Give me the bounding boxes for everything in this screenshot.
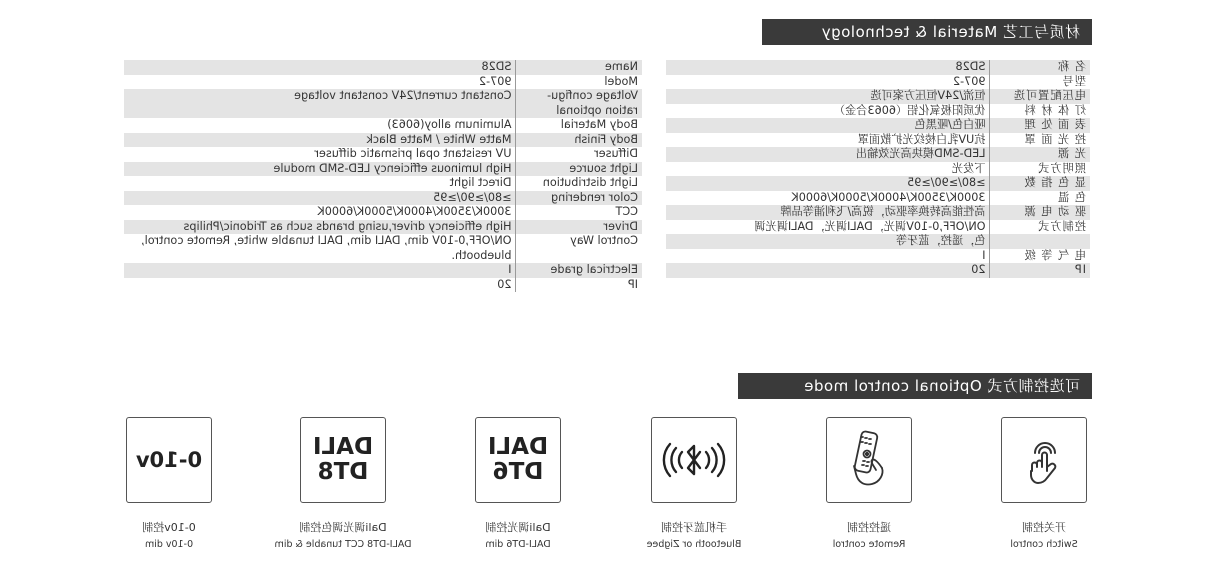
table-row: [666, 263, 1090, 278]
bluetooth-icon: [660, 438, 728, 482]
table-row: [666, 147, 1090, 162]
row-label: Body Material: [516, 118, 642, 133]
dali-dt8-line1: DALI: [312, 434, 374, 460]
row-value: I: [124, 263, 516, 278]
row-value: 高性能高转换率驱动，锐高/飞利浦等品牌: [666, 205, 990, 220]
row-value: LED-SMD模块高光效输出: [666, 147, 990, 162]
row-label: 表 面 处 理: [990, 118, 1090, 133]
row-value: ON/OFF,0-10V dim, DALI dim, DALI tunable white, Remote control, bluebooth.: [124, 234, 516, 263]
table-row: [666, 162, 1090, 177]
row-value: Aluminum alloy(6063): [124, 118, 516, 133]
material-section-title: 材质与工艺 Material & technology: [762, 19, 1092, 45]
table-row: [666, 220, 1090, 235]
switch-control-box: [1001, 417, 1087, 503]
row-value: SD28: [124, 60, 516, 75]
row-value: ≥80/≥90/≥95: [124, 191, 516, 206]
table-row: [124, 191, 642, 206]
table-row: [124, 176, 642, 191]
row-label: CCT: [516, 205, 642, 220]
row-label: Model: [516, 75, 642, 90]
dali-dt6-line1: DALI: [487, 434, 549, 460]
table-row: [124, 263, 642, 278]
row-value: Constant current/24V constant voltage: [124, 89, 516, 118]
table-row: [124, 118, 642, 133]
control-label-en: Switch control: [1010, 539, 1078, 550]
control-label-cn: Dali调光控制: [485, 521, 551, 534]
table-row: [124, 220, 642, 235]
row-label: [990, 234, 1090, 249]
row-value: High efficiency driver,using brands such as Tridonic/Philips: [124, 220, 516, 235]
table-row: [124, 278, 642, 293]
dali-dt6-item: [475, 417, 561, 550]
control-label-en: Remote control: [832, 539, 906, 550]
row-value: Matte White / Matte Black: [124, 133, 516, 148]
zero-ten-volt-text: 0-10v: [135, 447, 203, 472]
control-label-en: DALI-DT6 dim: [485, 539, 551, 550]
row-label: 照明方式: [990, 162, 1090, 177]
control-label-en: DALI-DT8 CCT tunable & dim: [274, 539, 412, 550]
remote-control-item: [826, 417, 912, 550]
dali-dt6-box: [475, 417, 561, 503]
row-label: Driver: [516, 220, 642, 235]
row-value: 3000K/3500K/4000K/5000K/6000K: [124, 205, 516, 220]
row-value: 恒流/24V恒压方案可选: [666, 89, 990, 104]
row-label: Body Finish: [516, 133, 642, 148]
control-label-cn: 手机蓝牙控制: [661, 521, 727, 534]
table-row: [666, 89, 1090, 104]
dali-dt8-line2: DT8: [317, 459, 369, 485]
row-label: Control Way: [516, 234, 642, 263]
table-row: [124, 89, 642, 118]
table-row: [666, 118, 1090, 133]
zero-ten-volt-item: [126, 417, 212, 550]
remote-control-box: [826, 417, 912, 503]
table-row: [124, 75, 642, 90]
row-label: 电压配置可选: [990, 89, 1090, 104]
control-label-cn: 遥控控制: [847, 521, 891, 534]
table-row: [124, 60, 642, 75]
bluetooth-control-item: [646, 417, 742, 550]
table-row: [124, 205, 642, 220]
table-row: [124, 133, 642, 148]
table-row: [666, 60, 1090, 75]
switch-hand-icon: [1017, 431, 1071, 489]
dali-dt8-item: [274, 417, 412, 550]
chinese-spec-table: [666, 60, 1090, 278]
row-value: 907-2: [124, 75, 516, 90]
table-row: [124, 147, 642, 162]
row-label: 控制方式: [990, 220, 1090, 235]
table-row: [666, 249, 1090, 264]
row-value: I: [666, 249, 990, 264]
row-label: Light source: [516, 162, 642, 177]
table-row: [666, 133, 1090, 148]
control-label-en: Bluetooth or Zigbee: [646, 539, 742, 550]
table-row: [124, 234, 642, 263]
row-value: Direct light: [124, 176, 516, 191]
row-value: 20: [124, 278, 516, 293]
row-label: Light distribution: [516, 176, 642, 191]
table-row: [666, 104, 1090, 119]
row-label: 控 光 面 罩: [990, 133, 1090, 148]
row-value: 优质阳极氧化铝（6063合金）: [666, 104, 990, 119]
table-row: [666, 234, 1090, 249]
row-label: 型号: [990, 75, 1090, 90]
control-label-cn: 开关控制: [1022, 521, 1066, 534]
row-value: 20: [666, 263, 990, 278]
row-label: Electrical grade: [516, 263, 642, 278]
row-value: SD28: [666, 60, 990, 75]
control-section-title: 可选控制方式 Optional control mode: [738, 373, 1092, 399]
remote-control-icon: [842, 428, 896, 492]
row-label: Color rendering: [516, 191, 642, 206]
row-value: ON/OFF,0-10V调光，DALI调光，DALI调光调: [666, 220, 990, 235]
row-label: Name: [516, 60, 642, 75]
row-value: 907-2: [666, 75, 990, 90]
switch-control-item: [1001, 417, 1087, 550]
row-value: 色，遥控，蓝牙等: [666, 234, 990, 249]
control-label-cn: Dali调光调色控制: [299, 521, 387, 534]
control-label-cn: 0-10v控制: [142, 521, 196, 534]
bluetooth-control-box: [651, 417, 737, 503]
row-label: 色 温: [990, 191, 1090, 206]
row-label: Diffuser: [516, 147, 642, 162]
table-row: [666, 176, 1090, 191]
row-value: 3000K/3500K/4000K/5000K/6000K: [666, 191, 990, 206]
row-value: 哑白色/哑黑色: [666, 118, 990, 133]
english-spec-table: [124, 60, 642, 292]
row-label: 灯 体 材 料: [990, 104, 1090, 119]
zero-ten-volt-box: [126, 417, 212, 503]
control-label-en: 0-10v dim: [144, 539, 194, 550]
row-label: 名 称: [990, 60, 1090, 75]
row-label: IP: [990, 263, 1090, 278]
dali-dt8-box: [300, 417, 386, 503]
table-row: [666, 205, 1090, 220]
row-label: 显 色 指 数: [990, 176, 1090, 191]
row-value: ≥80/≥90/≥95: [666, 176, 990, 191]
row-value: 下发光: [666, 162, 990, 177]
row-label: 驱 动 电 源: [990, 205, 1090, 220]
row-label: IP: [516, 278, 642, 293]
row-label: Voltage configu-ration optional: [516, 89, 642, 118]
row-value: UV resistant opal prismatic diffuser: [124, 147, 516, 162]
table-row: [666, 191, 1090, 206]
row-label: 电 气 等 级: [990, 249, 1090, 264]
dali-dt6-line2: DT6: [492, 459, 544, 485]
table-row: [666, 75, 1090, 90]
row-value: High luminous efficiency LED-SMD module: [124, 162, 516, 177]
row-label: 光 源: [990, 147, 1090, 162]
table-row: [124, 162, 642, 177]
row-value: 抗UV乳白棱纹光扩散面罩: [666, 133, 990, 148]
